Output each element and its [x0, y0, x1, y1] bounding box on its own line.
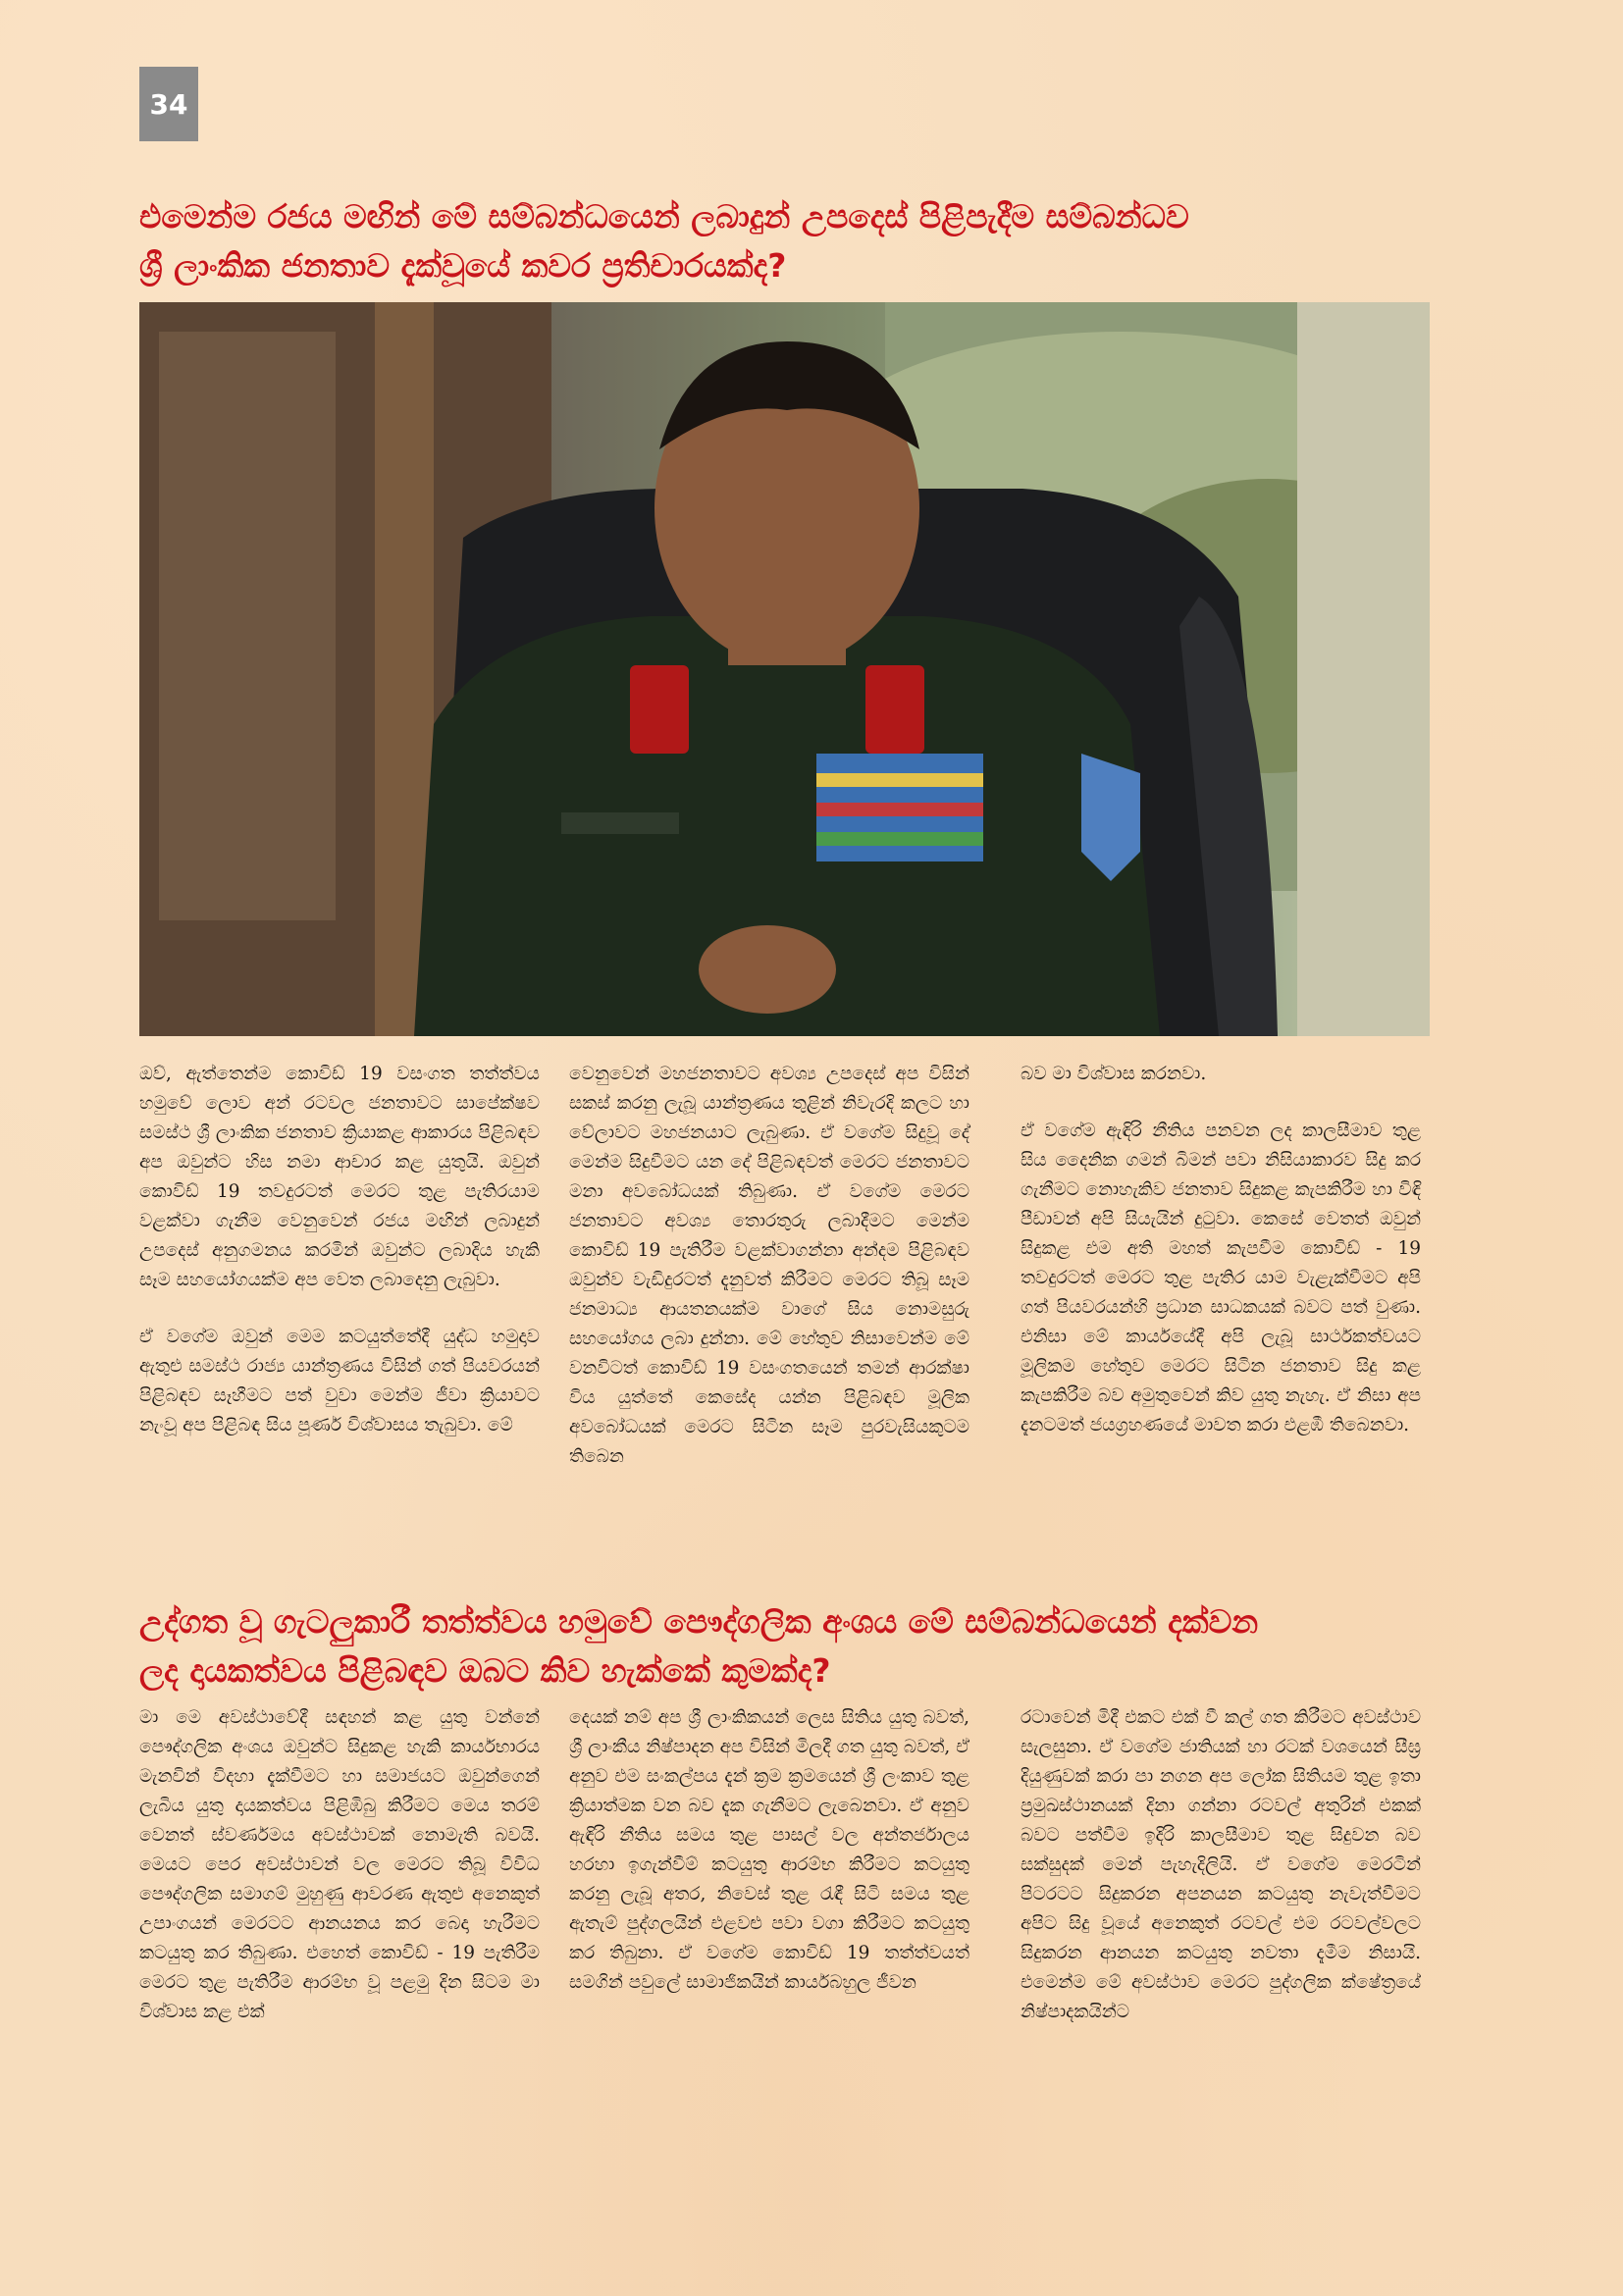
section2-column2	[569, 1703, 969, 1998]
officer-photo	[139, 302, 1430, 1036]
section1-heading-line1: එමෙන්ම රජය මඟින් මේ සම්බන්ධයෙන් ලබාදුන් උපදෙස් පිළිපැදීම සම්බන්ධව	[139, 197, 1189, 235]
paragraph: බව මා විශ්වාස කරනවා.	[1021, 1064, 1207, 1084]
paragraph: රටාවෙන් මිදී එකට එක් වී කල් ගත කිරීමට අවස්ථාව සැලසුනා. ඒ වගේම ජාතියක් හා රටක් වශයෙන් සීඝ්‍ර දියුණුවක් කරා පා නගන අප ලෝක සිතියම තුළ ඉතා ප්‍රමුඛස්ථානයක් දිනා ගන්නා රටවල් අතුරින් එකක් බවට පත්වීම ඉදිරි කාලසීමාව තුළ සිදුවන බව සක්සුදක් මෙන් පැහැදිලියි. ඒ වගේම මෙරටින් පිටරටට සිදුකරන අපනයන කටයුතු නැවැත්වීමට අපිට සිදු වූයේ අනෙකුත් රටවල් එම රටවල්වලට සිදුකරන ආනයන කටයුතු නවතා දැමීම නිසායි. එමෙන්ම මේ අවස්ථාව මෙරට පුද්ගලික ක්ෂේත්‍රයේ නිෂ්පාදකයින්ට	[1021, 1707, 1421, 2022]
paragraph: දෙයක් නම් අප ශ්‍රී ලාංකිකයන් ලෙස සිතිය යුතු බවත්, ශ්‍රී ලාංකීය නිෂ්පාදන අප විසින් මිලදී ගත යුතු බවත්, ඒ අනුව එම සංකල්පය දැන් ක්‍රම ක්‍රමයෙන් ශ්‍රී ලංකාව තුළ ක්‍රියාත්මක වන බව දැක ගැනීමට ලැබෙනවා. ඒ අනුව ඇඳිරි නීතිය සමය තුළ පාසල් වල අන්තර්ජාලය හරහා ඉගැන්වීම් කටයුතු ආරම්භ කිරීමට කටයුතු කරනු ලැබූ අතර, නිවෙස් තුළ රැඳී සිටි සමය තුළ ඇතැම් පුද්ගලයින් එළවළු පවා වගා කිරීමට කටයුතු කර තිබුනා. ඒ වගේම කොවිඩ් 19 තත්ත්වයත් සමගින් පවුලේ සාමාජිකයින් කාර්යබහුල ජීවන	[569, 1707, 969, 1993]
section2-heading	[139, 1597, 1444, 1696]
paragraph: මා මෙ අවස්ථාවේදී සඳහන් කළ යුතු වන්නේ පෞද්ගලික අංශය ඔවුන්ට සිදුකළ හැකි කාර්යභාරය මැනවින් විදහා දැක්වීමට හා සමාජයට ඔවුන්ගෙන් ලැබිය යුතු දායකත්වය පිළිඹිබු කිරීමට මෙය තරම් වෙනත් ස්වර්ණමය අවස්ථාවක් නොමැති බවයි. මෙයට පෙර අවස්ථාවන් වල මෙරට තිබූ විවිධ පෞද්ගලික සමාගම් මුහුණු ආවරණ ඇතුළු අනෙකුත් උපාංගයන් මෙරටට ආනයනය කර බෙදා හැරීමට කටයුතු කර තිබුණා. එහෙත් කොවිඩ් - 19 පැතිරීම මෙරට තුළ පැතිරීම ආරම්භ වූ පළමු දින සිටම මා විශ්වාස කළ එක්	[139, 1707, 540, 2022]
section1-heading	[139, 192, 1444, 290]
section2-column3	[1021, 1703, 1421, 2027]
paragraph: ඒ වගේම ඇඳිරි නීතිය පනවන ලද කාලසීමාව තුළ සිය දෛනික ගමන් බිමන් පවා නිසියාකාරව සිදු කර ගැනීමට නොහැකිව ජනතාව සිදුකළ කැපකිරීම හා විඳි පීඩාවන් අපි සියැයින් දුටුවා. කෙසේ වෙතත් ඔවුන් සිදුකළ එම අති මහත් කැපවීම කොවිඩ් - 19 තවදුරටත් මෙරට තුළ පැතිර යාම වැළැක්වීමට අපි ගත් පියවරයන්හි ප්‍රධාන සාධකයක් බවට පත් වුණා. එනිසා මේ කාර්යයේදී අපි ලැබූ සාර්ථකත්වයට මූලිකම හේතුව මෙරට සිටින ජනතාව සිදු කළ කැපකිරීම බව අමුතුවෙන් කිව යුතු නැහැ. ඒ නිසා අප දැනටමත් ජයග්‍රහණයේ මාවත කරා එළඹී තිබෙනවා.	[1021, 1121, 1421, 1435]
paragraph: වෙනුවෙන් මහජනතාවට අවශ්‍ය උපදෙස් අප විසින් සකස් කරනු ලැබූ යාන්ත්‍රණය තුළින් නිවැරදි කලට හා වේලාවට මහජනයාට ලැබුණා. ඒ වගේම සිදුවූ දේ මෙන්ම සිදුවීමට යන දේ පිළිබඳවත් මෙරට ජනතාවට මනා අවබෝධයක් තිබුණා. ඒ වගේම මෙරට ජනතාවට අවශ්‍ය තොරතුරු ලබාදීමට මෙන්ම කොවිඩ් 19 පැතිරීම වළක්වාගන්නා අන්දම පිළිබඳව ඔවුන්ව වැඩිදුරටත් දැනුවත් කිරීමට මෙරට තිබූ සෑම ජනමාධ්‍ය ආයතනයක්ම වාගේ සිය නොමසුරු සහයෝගය ලබා දුන්නා. මේ හේතුව නිසාවෙන්ම මේ වනවිටත් කොවිඩ් 19 වසංගතයෙන් තමන් ආරක්ෂා විය යුත්තේ කෙසේද යන්න පිළිබඳව මූලික අවබෝධයක් මෙරට සිටින සෑම පුරවැසියකුටම තිබෙන	[569, 1064, 969, 1467]
page-number: 34	[139, 67, 198, 141]
section2-column1	[139, 1703, 540, 2027]
section1-column3	[1021, 1060, 1421, 1440]
section1-column2	[569, 1060, 969, 1472]
section2-heading-line1: උද්ගත වූ ගැටලුකාරී තත්ත්වය හමුවේ පෞද්ගලික අංශය මේ සම්බන්ධයෙන් දක්වන	[139, 1602, 1259, 1641]
section1-column1	[139, 1060, 540, 1440]
officer-photo-illustration	[139, 302, 1430, 1036]
section2-heading-line2: ලද දායකත්වය පිළිබඳව ඔබට කිව හැක්කේ කුමක්ද?	[139, 1651, 831, 1690]
section1-heading-line2: ශ්‍රී ලාංකික ජනතාව දැක්වූයේ කවර ප්‍රතිචාරයක්ද?	[139, 246, 787, 285]
paragraph: ඒ වගේම ඔවුන් මෙම කටයුත්තේදී යුද්ධ හමුදාව ඇතුළු සමස්ථ රාජ්‍ය යාන්ත්‍රණය විසින් ගත් පියවරයන් පිළිබඳව සෑහීමට පත් වුවා මෙන්ම ජීවා ක්‍රියාවට නැංවූ අප පිළිබඳ සිය පූර්ණ විශ්වාසය තැබුවා. මේ	[139, 1327, 540, 1435]
paragraph: ඔව්, ඇත්තෙන්ම කොවිඩ් 19 වසංගත තත්ත්වය හමුවේ ලොව අන් රටවල ජනතාවට සාපේක්ෂව සමස්ථ ශ්‍රී ලාංකික ජනතාව ක්‍රියාකළ ආකාරය පිළිබඳව අප ඔවුන්ට හිස නමා ආචාර කළ යුතුයි. ඔවුන් කොවිඩ් 19 තවදුරටත් මෙරට තුළ පැතිරයාම වළක්වා ගැනීම වෙනුවෙන් රජය මඟින් ලබාදුන් උපදෙස් අනුගමනය කරමින් ඔවුන්ට ලබාදිය හැකි සෑම සහයෝගයක්ම අප වෙත ලබාදෙනු ලැබුවා.	[139, 1064, 540, 1290]
